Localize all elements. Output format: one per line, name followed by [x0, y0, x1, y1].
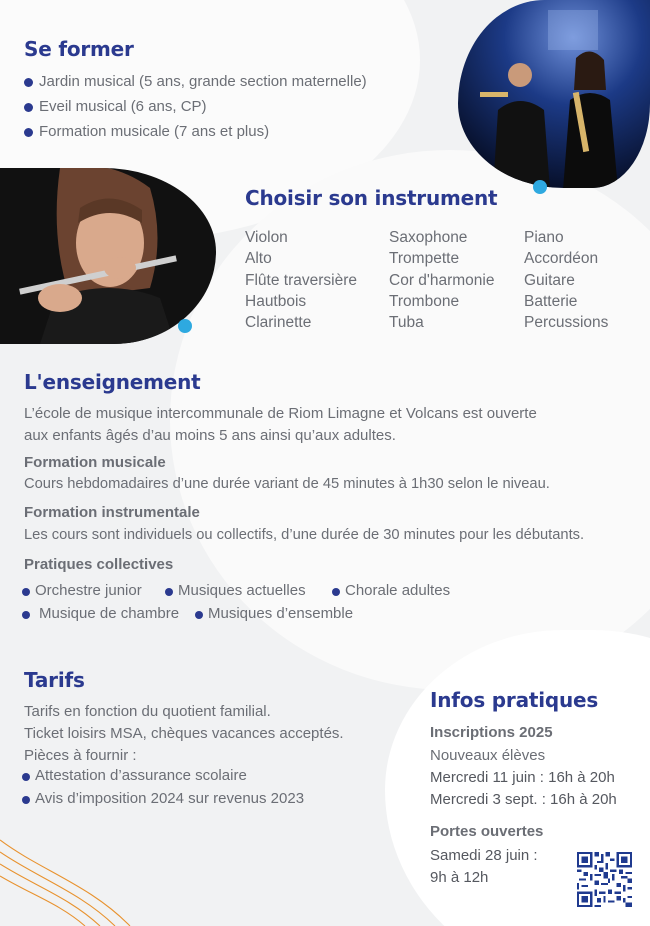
instrument-item: Hautbois — [245, 292, 307, 310]
subtitle-formation-instrumentale: Formation instrumentale — [24, 504, 200, 521]
formation-musicale-text: Cours hebdomadaires d’une durée variant de 45 minutes à 1h30 selon le niveau. — [24, 476, 550, 492]
pratique-item: Chorale adultes — [332, 582, 450, 599]
subtitle-inscriptions: Inscriptions 2025 — [430, 724, 553, 741]
piece-item: Avis d’imposition 2024 sur revenus 2023 — [22, 790, 304, 807]
formation-instrumentale-text: Les cours sont individuels ou collectifs, d’une durée de 30 minutes pour les débutants. — [24, 527, 585, 543]
bullet-dot-icon — [22, 611, 30, 619]
subtitle-pratiques-collectives: Pratiques collectives — [24, 556, 174, 573]
bullet-dot-icon — [195, 611, 203, 619]
instrument-item: Piano — [524, 229, 564, 246]
inscriptions-details — [430, 745, 617, 811]
pratique-item: Musique de chambre — [22, 605, 179, 622]
tarifs-line: Pièces à fournir : — [24, 747, 137, 764]
instrument-item: Percussions — [524, 314, 609, 332]
qr-code-icon[interactable] — [577, 852, 632, 907]
piece-item: Attestation d’assurance scolaire — [22, 767, 247, 784]
enseignement-intro — [24, 403, 537, 447]
instrument-item: Accordéon — [524, 250, 599, 268]
bullet-dot-icon — [165, 588, 173, 596]
portes-ouvertes-details — [430, 845, 538, 889]
section-title-instruments: Choisir son instrument — [245, 186, 498, 210]
bullet-dot-icon — [22, 588, 30, 596]
bullet-dot-icon — [332, 588, 340, 596]
pratique-item: Orchestre junior — [22, 582, 142, 599]
bullet-dot-icon — [24, 128, 33, 137]
instrument-item: Trompette — [389, 250, 460, 268]
bullet-dot-icon — [22, 796, 30, 804]
intro-line: L’école de musique intercommunale de Riom Limagne et Volcans est ouverte — [24, 405, 537, 422]
list-item: Eveil musical (6 ans, CP) — [24, 97, 367, 122]
decorative-orange-curves — [0, 800, 160, 926]
se-former-list — [24, 72, 367, 147]
flutist-photo — [0, 168, 216, 344]
instrument-item: Tuba — [389, 314, 424, 332]
inscriptions-subtitle: Nouveaux élèves — [430, 747, 546, 764]
subtitle-formation-musicale: Formation musicale — [24, 454, 166, 471]
concert-photo — [458, 0, 650, 188]
tarifs-text — [24, 701, 344, 767]
pratique-item: Musiques d’ensemble — [195, 605, 353, 622]
accent-dot-top — [533, 180, 547, 194]
inscriptions-date: Mercredi 3 sept. : 16h à 20h — [430, 791, 617, 808]
instrument-item: Cor d'harmonie — [389, 271, 495, 289]
intro-line: aux enfants âgés d’au moins 5 ans ainsi qu’aux adultes. — [24, 427, 396, 444]
section-title-enseignement: L'enseignement — [24, 370, 201, 394]
instrument-item: Alto — [245, 250, 272, 268]
accent-dot-middle — [178, 319, 192, 333]
instrument-column-2 — [389, 227, 494, 333]
instrument-column-3 — [524, 227, 608, 333]
inscriptions-date: Mercredi 11 juin : 16h à 20h — [430, 769, 615, 786]
instrument-item: Clarinette — [245, 314, 312, 332]
pratique-item: Musiques actuelles — [165, 582, 306, 599]
instrument-item: Saxophone — [389, 229, 468, 246]
bullet-dot-icon — [22, 773, 30, 781]
bullet-dot-icon — [24, 78, 33, 87]
list-item: Jardin musical (5 ans, grande section maternelle) — [24, 72, 367, 97]
tarifs-line: Tarifs en fonction du quotient familial. — [24, 703, 271, 720]
instrument-item: Guitare — [524, 271, 575, 289]
instrument-item: Violon — [245, 229, 288, 246]
portes-ouvertes-line: Samedi 28 juin : — [430, 847, 538, 864]
section-title-infos-pratiques: Infos pratiques — [430, 688, 599, 712]
instrument-column-1 — [245, 227, 357, 333]
tarifs-line: Ticket loisirs MSA, chèques vacances acceptés. — [24, 725, 344, 742]
bullet-dot-icon — [24, 103, 33, 112]
instrument-item: Flûte traversière — [245, 271, 357, 289]
instrument-item: Trombone — [389, 292, 460, 310]
section-title-se-former: Se former — [24, 37, 134, 61]
portes-ouvertes-line: 9h à 12h — [430, 869, 489, 886]
list-item: Formation musicale (7 ans et plus) — [24, 122, 367, 147]
section-title-tarifs: Tarifs — [24, 668, 85, 692]
instrument-item: Batterie — [524, 292, 578, 310]
subtitle-portes-ouvertes: Portes ouvertes — [430, 823, 544, 840]
